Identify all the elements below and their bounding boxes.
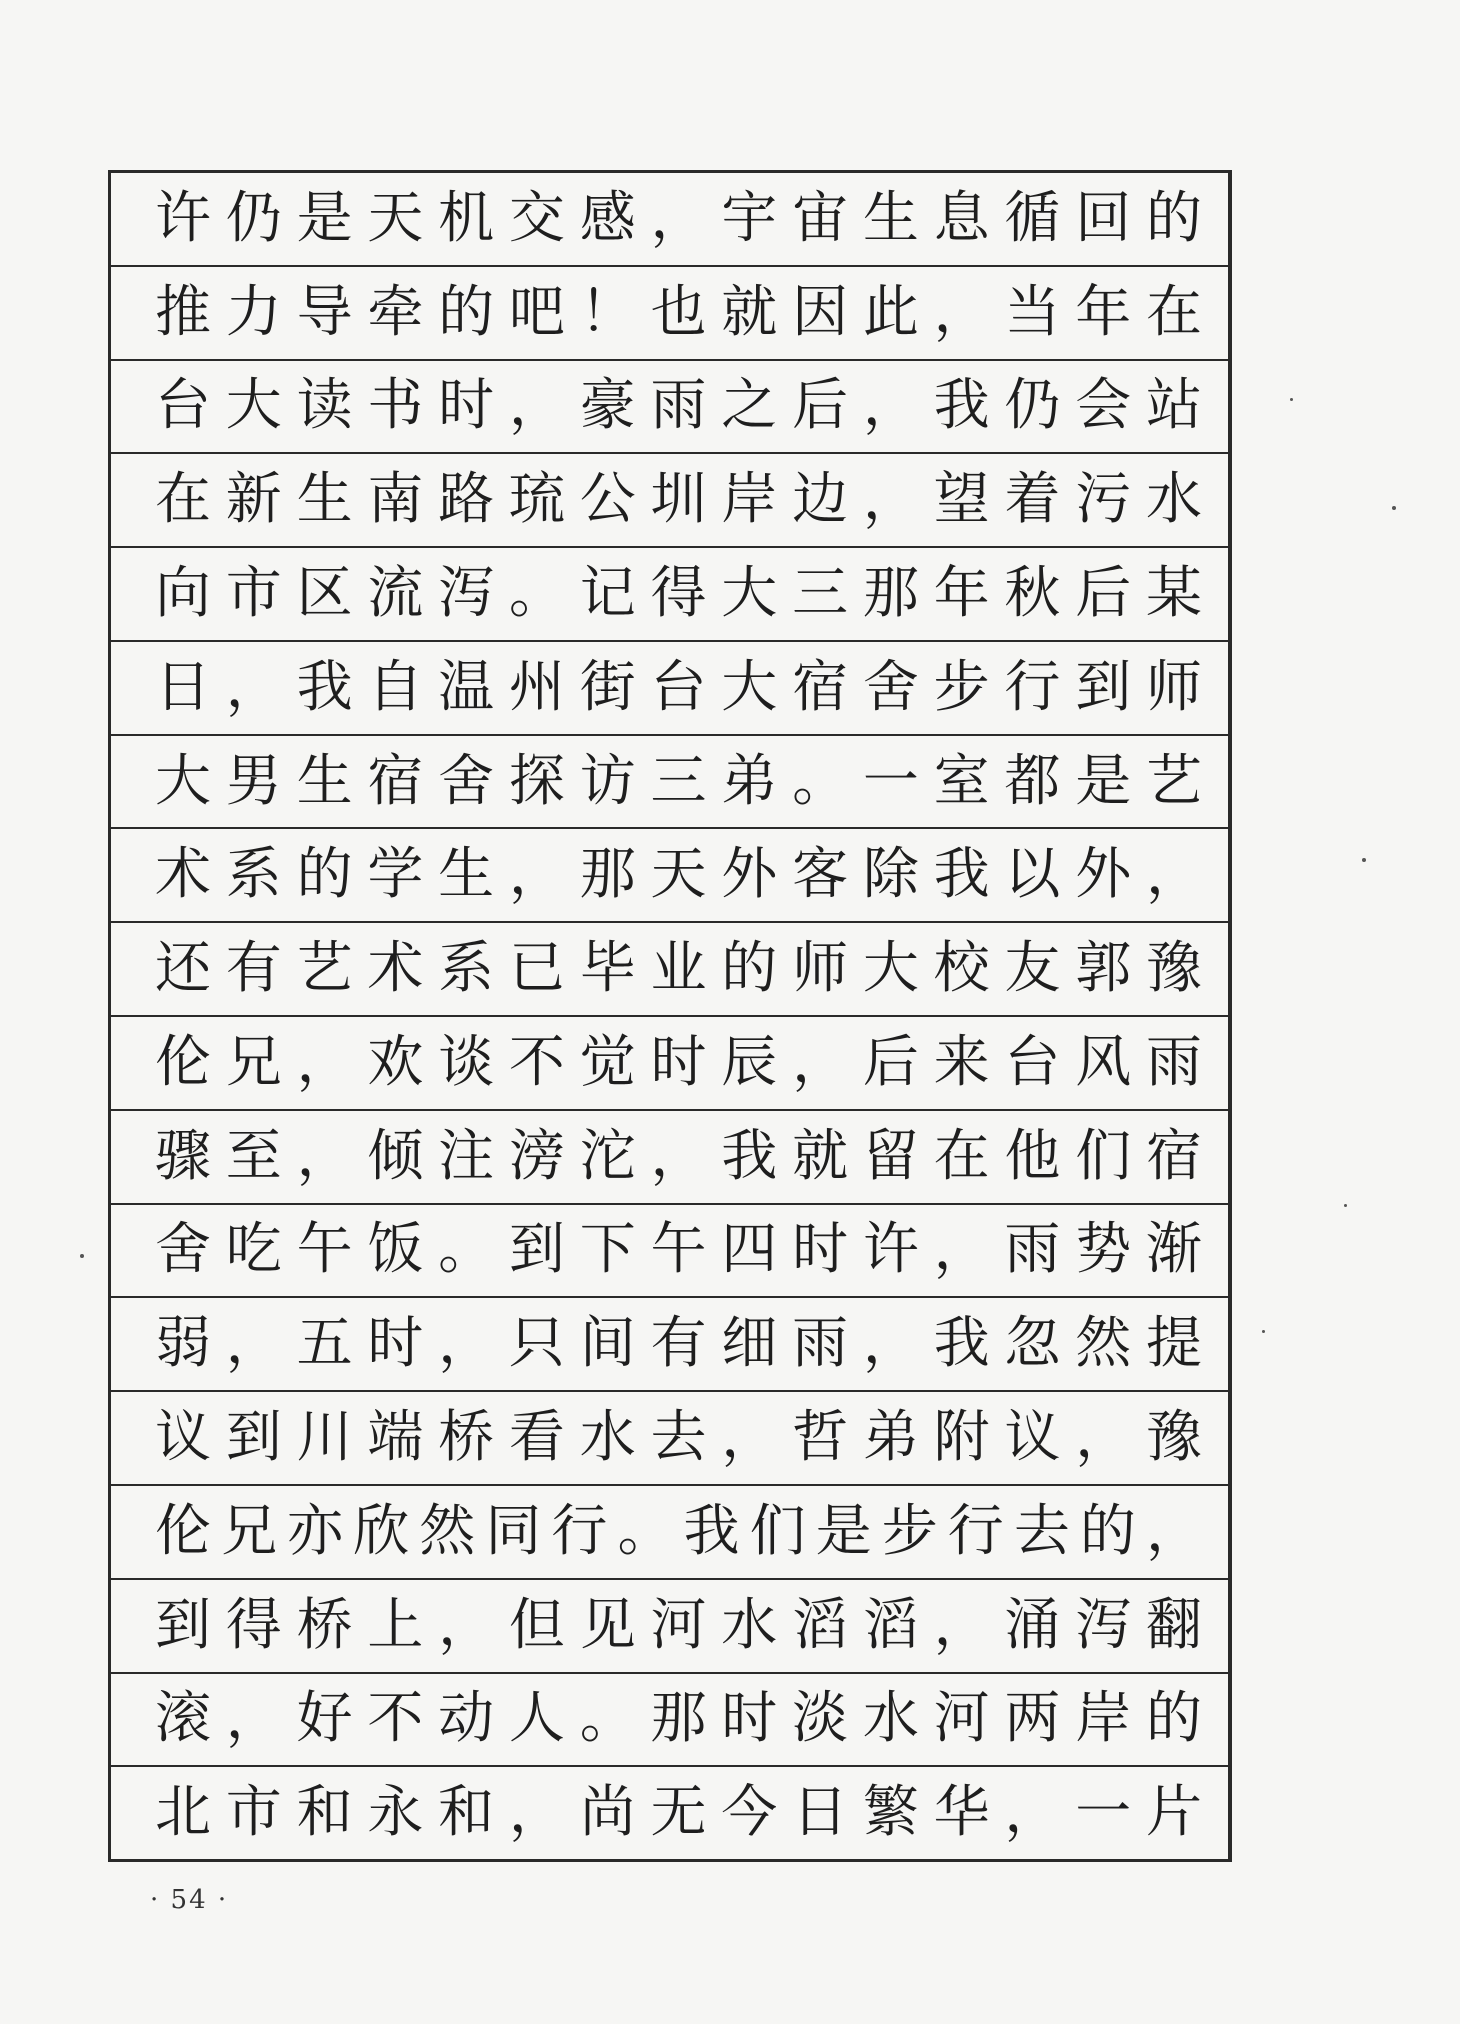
text-line	[111, 454, 1228, 548]
text-line	[111, 829, 1228, 923]
line-text: 伦兄亦欣然同行。我们是步行去的，	[155, 1498, 1213, 1564]
ruled-text-box	[108, 170, 1232, 1862]
text-line	[111, 548, 1228, 642]
scan-speck	[1262, 1330, 1265, 1333]
line-text: 还有艺术系已毕业的师大校友郭豫	[155, 936, 1217, 1002]
text-line	[111, 642, 1228, 736]
line-text: 滚，好不动人。那时淡水河两岸的	[155, 1686, 1217, 1752]
line-text: 议到川端桥看水去，哲弟附议，豫	[155, 1405, 1217, 1471]
text-line	[111, 173, 1228, 267]
line-text: 推力导牵的吧！也就因此，当年在	[155, 279, 1217, 345]
text-line	[111, 267, 1228, 361]
text-line	[111, 1767, 1228, 1859]
line-text: 在新生南路琉公圳岸边，望着污水	[155, 467, 1217, 533]
text-line	[111, 1298, 1228, 1392]
line-text: 骤至，倾注滂沱，我就留在他们宿	[155, 1123, 1217, 1189]
scan-speck	[1362, 858, 1366, 862]
page-number: · 54 ·	[150, 1885, 229, 1915]
line-text: 向市区流泻。记得大三那年秋后某	[155, 561, 1217, 627]
line-text: 伦兄，欢谈不觉时辰，后来台风雨	[155, 1029, 1217, 1095]
text-line	[111, 361, 1228, 455]
text-line	[111, 1017, 1228, 1111]
line-text: 台大读书时，豪雨之后，我仍会站	[155, 373, 1217, 439]
text-line	[111, 1674, 1228, 1768]
text-line	[111, 1392, 1228, 1486]
scan-speck	[1290, 398, 1293, 401]
scan-speck	[1392, 506, 1396, 510]
text-line	[111, 1486, 1228, 1580]
scan-speck	[80, 1254, 84, 1258]
text-line	[111, 1111, 1228, 1205]
line-text: 舍吃午饭。到下午四时许，雨势渐	[155, 1217, 1217, 1283]
text-line	[111, 923, 1228, 1017]
line-text: 许仍是天机交感，宇宙生息循回的	[155, 185, 1217, 251]
line-text: 北市和永和，尚无今日繁华，一片	[155, 1780, 1217, 1846]
text-line	[111, 1580, 1228, 1674]
line-text: 日，我自温州街台大宿舍步行到师	[155, 654, 1217, 720]
text-line	[111, 1205, 1228, 1299]
scan-speck	[1344, 1204, 1347, 1207]
line-text: 术系的学生，那天外客除我以外，	[155, 842, 1217, 908]
line-text: 弱，五时，只间有细雨，我忽然提	[155, 1311, 1217, 1377]
line-text: 到得桥上，但见河水滔滔，涌泻翻	[155, 1592, 1217, 1658]
text-line	[111, 736, 1228, 830]
line-text: 大男生宿舍探访三弟。一室都是艺	[155, 748, 1217, 814]
